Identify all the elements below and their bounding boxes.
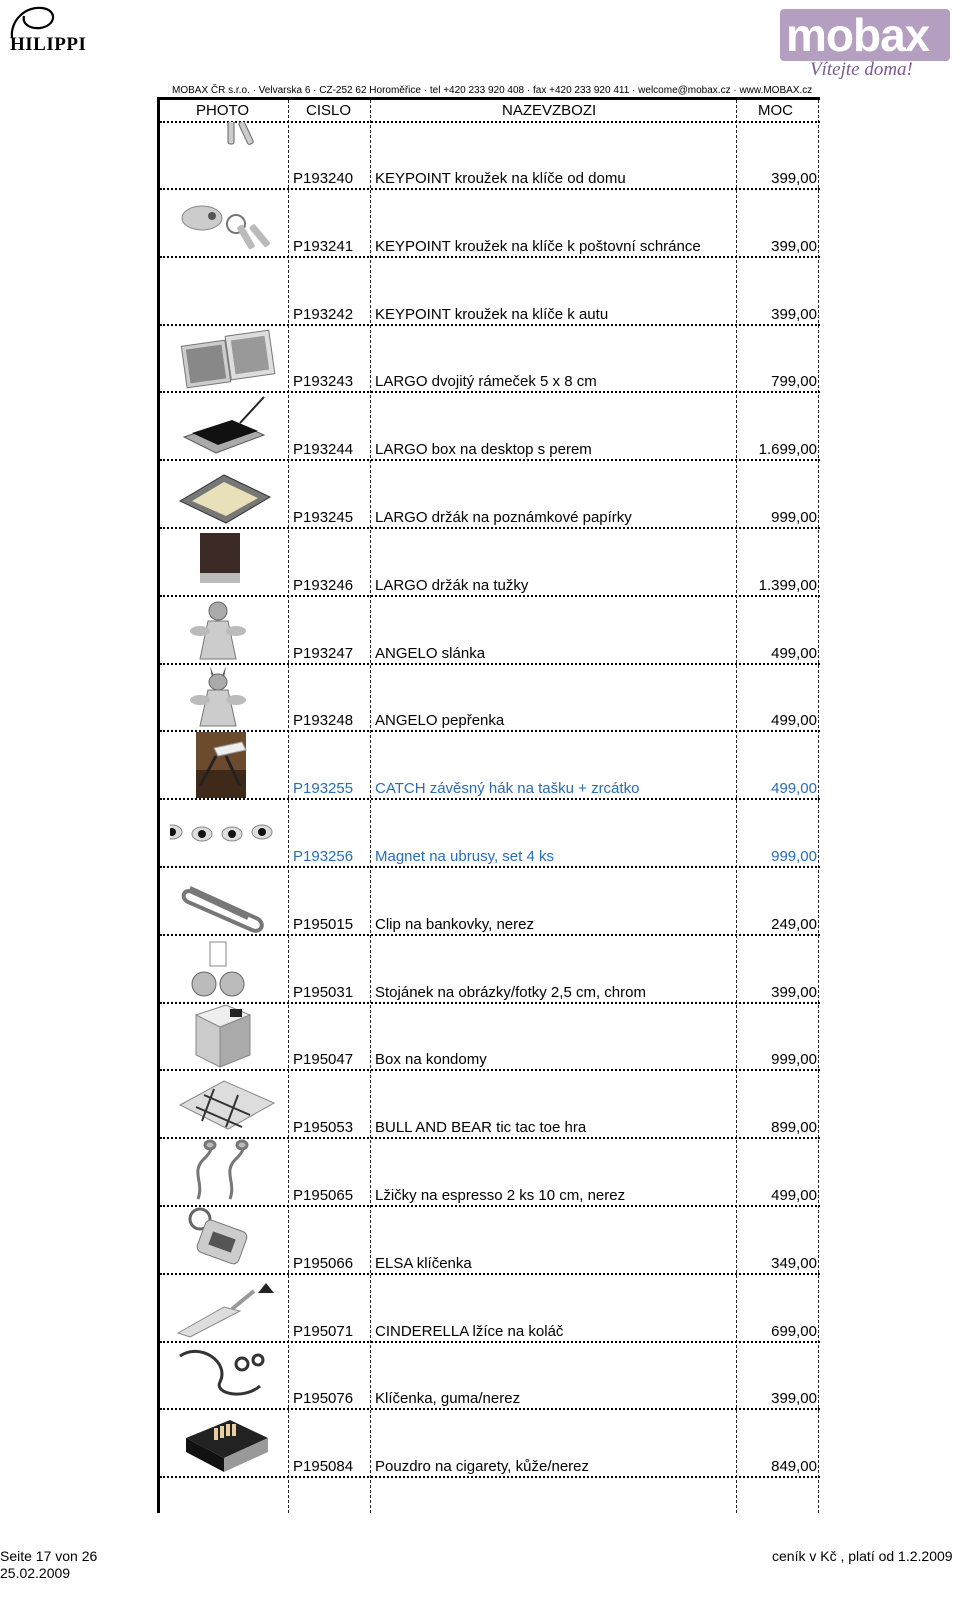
table-row [160,323,820,393]
product-code: P193240 [293,170,354,187]
table-row [160,527,820,597]
print-date: 25.02.2009 [0,1565,71,1581]
table-row [160,120,820,190]
product-code: P193246 [293,576,354,594]
table-row [160,662,820,732]
product-code: P195066 [293,1254,354,1272]
mobax-logo [780,9,950,83]
product-price: 399,00 [771,237,817,255]
product-code: P193244 [293,441,354,459]
product-price: 249,00 [771,915,817,933]
product-code: P195076 [293,1390,354,1408]
product-price: 1.399,00 [758,576,817,594]
product-price: 399,00 [771,983,817,1001]
desktop-box-icon [170,393,282,459]
table-row [160,391,820,461]
product-code: P193245 [293,509,354,526]
angel-salt-icon [170,597,282,663]
keys-icon [170,122,282,188]
product-code: P193256 [293,848,354,865]
column-header-price: MOC [758,102,793,119]
product-code: P193248 [293,712,354,730]
product-name: ANGELO pepřenka [375,712,505,730]
product-name: Stojánek na obrázky/fotky 2,5 cm, chrom [375,983,646,1001]
table-row [160,595,820,665]
tic-tac-toe-icon [170,1071,282,1137]
product-code: P195084 [293,1458,354,1476]
column-header-code: CISLO [306,102,352,119]
table-row [160,934,820,1004]
cube-box-icon [170,1003,282,1069]
product-price: 499,00 [771,1187,817,1204]
table-row [160,1340,820,1410]
product-name: LARGO dvojitý rámeček 5 x 8 cm [375,373,597,391]
product-code: P195047 [293,1051,354,1069]
table-row [160,1205,820,1275]
product-price: 399,00 [771,305,817,323]
table-row [160,730,820,800]
table-row [160,459,820,529]
product-name: Pouzdro na cigarety, kůže/nerez [375,1458,590,1476]
product-photo [170,258,282,324]
product-name: LARGO držák na tužky [375,576,529,594]
product-code: P193247 [293,644,354,662]
product-name: Magnet na ubrusy, set 4 ks [375,848,554,865]
rubber-keychain-icon [170,1342,282,1408]
note-holder-icon [170,461,282,527]
product-name: Lžičky na espresso 2 ks 10 cm, nerez [375,1187,626,1204]
angel-pepper-icon [170,664,282,730]
table-row [160,866,820,936]
table-row [160,1273,820,1343]
product-price: 849,00 [771,1458,817,1476]
product-code: P193255 [293,780,354,798]
price-validity-note: ceník v Kč , platí od 1.2.2009 [772,1548,953,1564]
product-name: KEYPOINT kroužek na klíče k poštovní schránce [375,237,701,255]
product-name: BULL AND BEAR tic tac toe hra [375,1119,587,1137]
product-name: CINDERELLA lžíce na koláč [375,1322,564,1340]
product-price: 499,00 [771,644,817,662]
column-header-photo: PHOTO [196,102,250,119]
table-row [160,1137,820,1207]
product-name: LARGO box na desktop s perem [375,441,592,459]
product-price: 799,00 [771,373,817,391]
product-code: P193241 [293,237,354,255]
product-code: P193243 [293,373,354,391]
product-price: 999,00 [771,1051,817,1069]
page-number: Seite 17 von 26 [0,1548,98,1564]
product-name: ELSA klíčenka [375,1254,472,1272]
photo-stand-icon [170,936,282,1002]
product-name: LARGO držák na poznámkové papírky [375,509,632,526]
product-price: 999,00 [771,509,817,526]
paper-clip-icon [170,868,282,934]
row-divider [160,1476,820,1478]
magnets-icon [170,800,282,866]
product-code: P195031 [293,983,354,1001]
product-code: P195071 [293,1322,354,1340]
company-address-line: MOBAX ČR s.r.o. · Velvarska 6 · CZ-252 62 Horoměřice · tel +420 233 920 408 · fax +420 233 920 411 · welcome@mobax.cz · www.MOBAX.cz [172,85,813,96]
product-price: 399,00 [771,1390,817,1408]
product-price: 999,00 [771,848,817,865]
product-name: ANGELO slánka [375,644,486,662]
bag-hook-icon [170,732,282,798]
product-name: CATCH závěsný hák na tašku + zrcátko [375,780,640,798]
footer-left [0,1548,97,1582]
table-row [160,188,820,258]
product-name: Klíčenka, guma/nerez [375,1390,521,1408]
mobax-logo-text: mobax [786,9,930,61]
philippi-logo [0,0,100,64]
philippi-brand-text: HILIPPI [10,34,87,55]
product-name: Box na kondomy [375,1051,487,1069]
double-frame-icon [170,325,282,391]
table-row [160,1001,820,1071]
table-row [160,256,820,326]
table-row [160,798,820,868]
column-header-name: NAZEVZBOZI [502,102,597,119]
cigarette-case-icon [170,1410,282,1476]
table-row [160,1408,820,1478]
product-price: 1.699,00 [758,441,817,459]
product-code: P195065 [293,1187,354,1204]
product-price: 499,00 [771,712,817,730]
spoons-icon [170,1139,282,1205]
product-price: 349,00 [771,1254,817,1272]
product-name: KEYPOINT kroužek na klíče k autu [375,305,609,323]
keychain-icon [170,1207,282,1273]
product-code: P195015 [293,915,354,933]
product-price: 399,00 [771,170,817,187]
keyring-icon [170,190,282,256]
product-code: P195053 [293,1119,354,1137]
product-price: 499,00 [771,780,817,798]
product-price: 699,00 [771,1322,817,1340]
product-name: Clip na bankovky, nerez [375,915,534,933]
mobax-slogan: Vítejte doma! [810,59,913,80]
product-name: KEYPOINT kroužek na klíče od domu [375,170,626,187]
table-row [160,1069,820,1139]
pencil-cup-icon [170,529,282,595]
product-code: P193242 [293,305,354,323]
cake-server-icon [170,1275,282,1341]
table-header [160,100,820,122]
product-price: 899,00 [771,1119,817,1137]
